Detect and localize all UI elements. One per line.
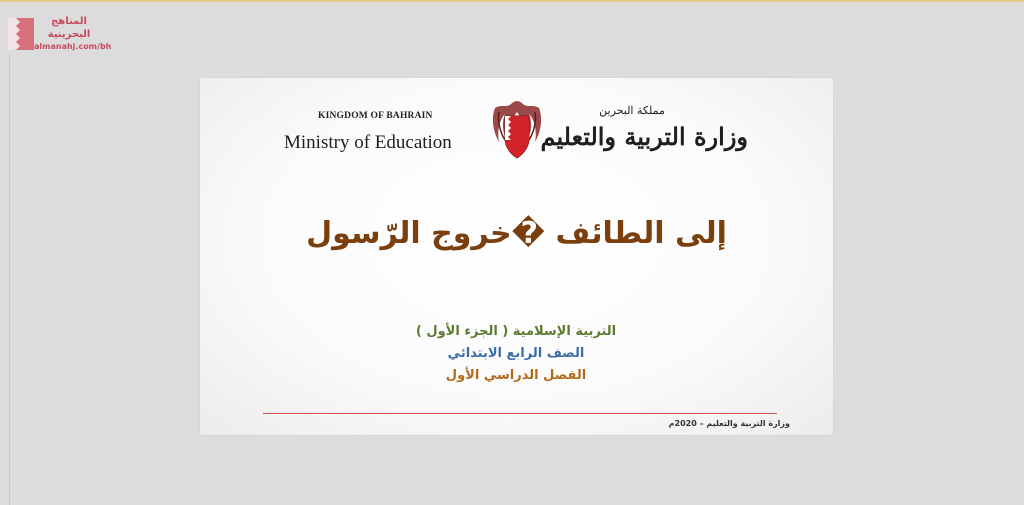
- lesson-title: إلى الطائف �خروج الرّسول: [306, 216, 727, 251]
- subject-label: التربية الإسلامية ( الجزء الأول ): [415, 324, 617, 339]
- term-label: الفصل الدراسي الأول: [445, 368, 587, 383]
- almanahj-watermark: [4, 14, 112, 54]
- left-rule: [9, 54, 10, 505]
- document-slide: [200, 78, 833, 435]
- watermark-url: almanahj.com/bh: [34, 42, 112, 51]
- kingdom-ar: مملكة البحرين: [599, 104, 665, 117]
- ministry-ar: وزارة التربية والتعليم: [540, 122, 748, 151]
- watermark-line1: المناهج: [51, 16, 87, 27]
- grade-label: الصف الرابع الابتدائي: [447, 346, 585, 361]
- footer-divider: [263, 413, 777, 414]
- kingdom-en: KINGDOM OF BAHRAIN: [318, 111, 433, 121]
- watermark-line2: البحرينية: [47, 29, 91, 40]
- ministry-en: Ministry of Education: [284, 132, 452, 153]
- bahrain-emblem-icon: [489, 98, 545, 162]
- bahrain-flag-icon: [8, 18, 34, 50]
- footer-text: وزارة التربية والتعليم – 2020م: [668, 419, 790, 428]
